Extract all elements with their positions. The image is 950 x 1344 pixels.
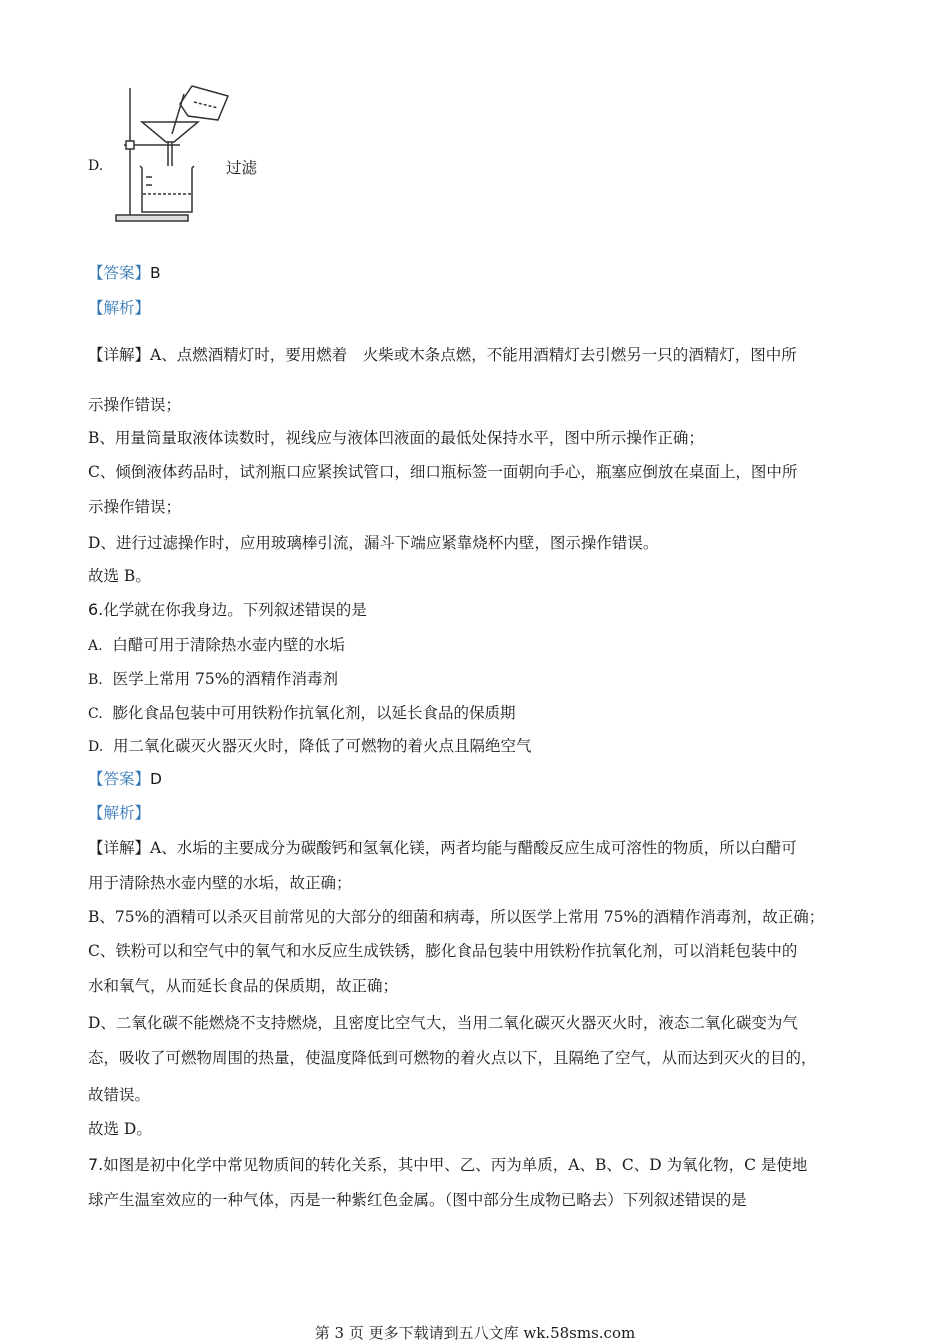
option-text: 用二氧化碳灭火器灭火时，降低了可燃物的着火点且隔绝空气 [113, 737, 532, 755]
question-number: 7. [88, 1155, 104, 1174]
detail-line: 故选 D。 [88, 1120, 152, 1138]
detail-line: D、二氧化碳不能燃烧不支持燃烧，且密度比空气大，当用二氧化碳灭火器灭火时，液态二氧化碳变为气 [88, 1014, 798, 1032]
option-label: B. [88, 672, 103, 688]
answer-tag: 【答案】 [88, 264, 151, 282]
analysis-tag: 【解析】 [88, 804, 151, 822]
option-text: 膨化食品包装中可用铁粉作抗氧化剂，以延长食品的保质期 [112, 704, 516, 722]
option-d [88, 736, 532, 757]
question-text: 化学就在你我身边。下列叙述错误的是 [103, 601, 367, 619]
page-footer: 第 3 页 更多下载请到五八文库 wk.58sms.com [314, 1324, 636, 1342]
filtration-apparatus-figure [110, 82, 235, 227]
option-label: D. [88, 739, 104, 755]
detail-line: 示操作错误； [88, 498, 182, 516]
detail-line: 故选 B。 [88, 567, 151, 585]
detail-line: B、用量筒量取液体读数时，视线应与液体凹液面的最低处保持水平，图中所示操作正确； [88, 429, 704, 447]
answer-value: D [150, 770, 162, 788]
figure-caption: 过滤 [226, 159, 258, 177]
answer-line [88, 769, 162, 789]
detail-line: C、铁粉可以和空气中的氧气和水反应生成铁锈，膨化食品包装中用铁粉作抗氧化剂，可以消耗包装中的 [88, 942, 798, 960]
option-d-label: D. [88, 158, 104, 174]
detail-line: C、倾倒液体药品时，试剂瓶口应紧挨试管口，细口瓶标签一面朝向手心，瓶塞应倒放在桌面上，图中所 [88, 463, 798, 481]
question-6-stem [88, 600, 367, 620]
answer-value: B [150, 264, 161, 282]
detail-text: A、点燃酒精灯时，要用燃着 火柴或木条点燃，不能用酒精灯去引燃另一只的酒精灯，图中所 [150, 346, 797, 364]
detail-line [88, 345, 797, 365]
detail-line: 示操作错误； [88, 396, 182, 414]
detail-line: D、进行过滤操作时，应用玻璃棒引流，漏斗下端应紧靠烧杯内壁，图示操作错误。 [88, 534, 659, 552]
question-number: 6. [88, 600, 104, 619]
option-text: 白醋可用于清除热水壶内壁的水垢 [112, 636, 345, 654]
detail-line: 用于清除热水壶内壁的水垢，故正确； [88, 874, 352, 892]
detail-line [88, 838, 797, 858]
option-label: A. [88, 638, 103, 654]
question-7-stem-cont: 球产生温室效应的一种气体，丙是一种紫红色金属。（图中部分生成物已略去）下列叙述错误的是 [88, 1191, 747, 1209]
option-label: C. [88, 706, 103, 722]
option-c [88, 703, 516, 724]
detail-tag: 【详解】 [88, 346, 151, 364]
option-text: 医学上常用 75%的酒精作消毒剂 [112, 670, 338, 688]
question-text: 如图是初中化学中常见物质间的转化关系，其中甲、乙、丙为单质，A、B、C、D 为氧化物，C 是使地 [103, 1156, 808, 1174]
detail-tag: 【详解】 [88, 839, 151, 857]
answer-line [88, 263, 161, 283]
option-a [88, 635, 345, 656]
detail-line: B、75%的酒精可以杀灭目前常见的大部分的细菌和病毒，所以医学上常用 75%的酒精作消毒剂，故正确； [88, 908, 825, 926]
detail-line: 故错误。 [88, 1086, 151, 1104]
answer-tag: 【答案】 [88, 770, 151, 788]
detail-line: 态，吸收了可燃物周围的热量，使温度降低到可燃物的着火点以下，且隔绝了空气，从而达到灭火的目的， [88, 1049, 817, 1067]
question-7-stem [88, 1155, 807, 1175]
analysis-tag: 【解析】 [88, 299, 151, 317]
detail-line: 水和氧气，从而延长食品的保质期，故正确； [88, 977, 399, 995]
detail-text: A、水垢的主要成分为碳酸钙和氢氧化镁，两者均能与醋酸反应生成可溶性的物质，所以白醋可 [150, 839, 797, 857]
option-b [88, 669, 338, 690]
